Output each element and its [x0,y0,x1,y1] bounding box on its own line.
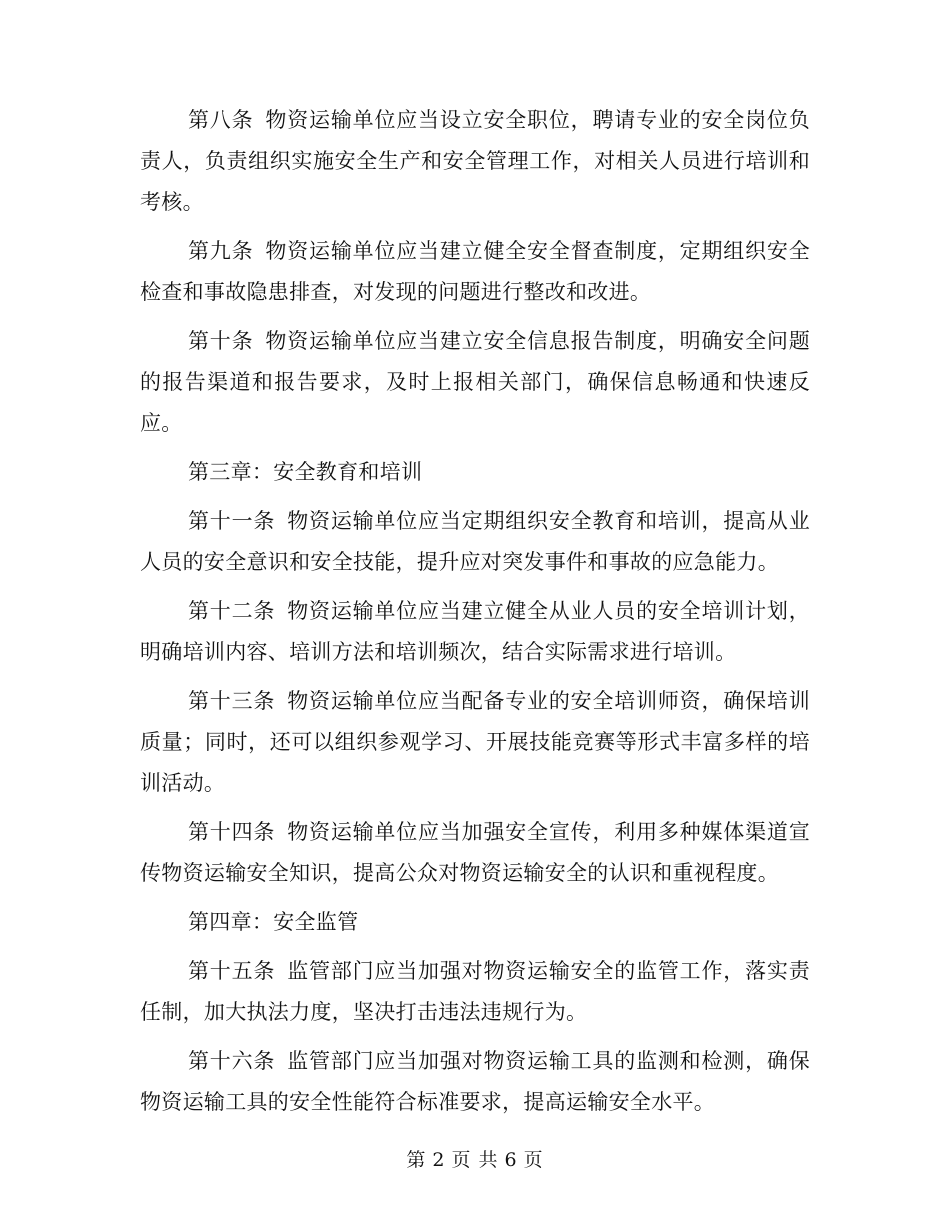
article-label: 第十一条 [188,509,276,533]
chapter-title: 第三章：安全教育和培训 [188,460,423,484]
article-label: 第十三条 [188,689,276,713]
article-14 [140,812,810,894]
footer-middle: 页 共 [451,1149,499,1171]
article-13 [140,681,810,804]
total-pages-number: 6 [504,1149,518,1171]
document-body [140,100,810,1131]
article-15 [140,951,810,1033]
article-text: 物资运输单位应当配备专业的安全培训师资，确保培训质量；同时，还可以组织参观学习、开展技能竞赛等形式丰富多样的培训活动。 [140,689,810,795]
article-label: 第九条 [188,239,254,263]
article-11 [140,501,810,583]
article-label: 第十六条 [188,1049,276,1073]
article-text: 物资运输单位应当建立健全从业人员的安全培训计划，明确培训内容、培训方法和培训频次，结合实际需求进行培训。 [140,599,810,664]
article-text: 物资运输单位应当设立安全职位，聘请专业的安全岗位负责人，负责组织实施安全生产和安全管理工作，对相关人员进行培训和考核。 [140,108,811,214]
article-text: 物资运输单位应当定期组织安全教育和培训，提高从业人员的安全意识和安全技能，提升应对突发事件和事故的应急能力。 [140,509,810,574]
article-text: 物资运输单位应当建立安全信息报告制度，明确安全问题的报告渠道和报告要求，及时上报相关部门，确保信息畅通和快速反应。 [140,329,811,435]
article-label: 第十四条 [188,820,276,844]
article-8 [140,100,810,223]
current-page-number: 2 [432,1149,446,1171]
footer-prefix: 第 [406,1149,427,1171]
chapter-4-heading [140,902,810,943]
article-text: 监管部门应当加强对物资运输工具的监测和检测，确保物资运输工具的安全性能符合标准要求，提高运输安全水平。 [140,1049,810,1114]
article-label: 第八条 [188,108,254,132]
article-text: 监管部门应当加强对物资运输安全的监管工作，落实责任制，加大执法力度，坚决打击违法违规行为。 [140,959,810,1024]
article-text: 物资运输单位应当建立健全安全督查制度，定期组织安全检查和事故隐患排查，对发现的问题进行整改和改进。 [140,239,811,304]
article-16 [140,1041,810,1123]
article-label: 第十条 [188,329,254,353]
article-label: 第十五条 [188,959,276,983]
footer-suffix: 页 [523,1149,544,1171]
article-9 [140,231,810,313]
chapter-3-heading [140,452,810,493]
page-footer [0,1145,950,1172]
article-label: 第十二条 [188,599,276,623]
article-text: 物资运输单位应当加强安全宣传，利用多种媒体渠道宣传物资运输安全知识，提高公众对物资运输安全的认识和重视程度。 [140,820,810,885]
article-12 [140,591,810,673]
article-10 [140,321,810,444]
chapter-title: 第四章：安全监管 [188,910,359,934]
